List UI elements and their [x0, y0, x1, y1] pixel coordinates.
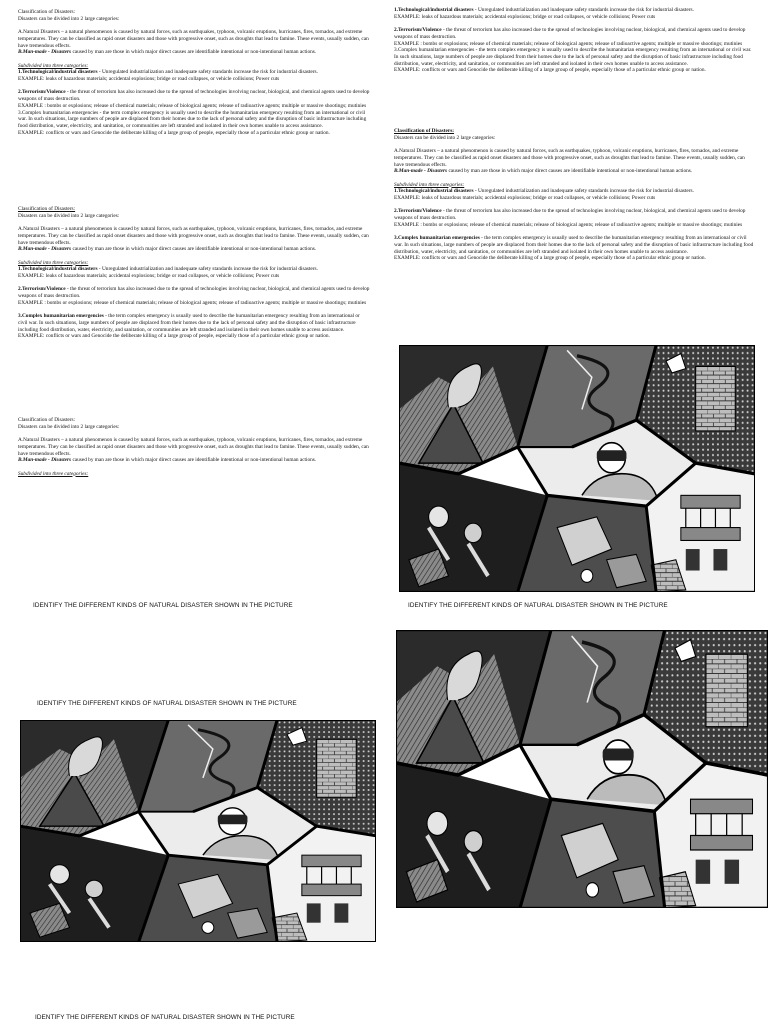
manmade-text: caused by man are those in which major direct causes are identifiable intentional or non-intentional human actions.	[447, 168, 693, 175]
disaster-comic-image-right-1	[399, 345, 755, 592]
block-heading: Classification of Disasters:	[394, 128, 455, 134]
subdivided-heading: Subdivided into three categories:	[394, 181, 465, 188]
natural-disasters-paragraph: A.Natural Disasters – a natural phenomenon is caused by natural forces, such as earthquakes, typhoon, volcanic eruptions, hurricanes, fires, tornados, and extreme temperatures. They can be classified as rapid onset disasters and those with progressive onset, such as droughts that lead to famine. These events, usually sudden, can have tremendous effects.	[18, 29, 369, 49]
complex-emergencies-example: EXAMPLE: conflicts or wars and Genocide the deliberate killing of a large group of people, especially those of a particular ethnic group or nation.	[394, 67, 706, 74]
complex-emergencies-example: EXAMPLE: conflicts or wars and Genocide the deliberate killing of a large group of people, especially those of a particular ethnic group or nation.	[18, 333, 330, 340]
terrorism-example: EXAMPLE : bombs or explosions; release of chemical materials; release of biological agents; release of radioactive agents; multiple or massive shootings; mutinies	[18, 102, 367, 109]
technological-label: 1.Technological/industrial disasters	[394, 7, 474, 13]
manmade-label: B.Man-made - Disasters	[18, 49, 72, 56]
caption-left-1: IDENTIFY THE DIFFERENT KINDS OF NATURAL DISASTER SHOWN IN THE PICTURE	[33, 602, 293, 609]
natural-disasters-paragraph: A.Natural Disasters – a natural phenomenon is caused by natural forces, such as earthquakes, typhoon, volcanic eruptions, hurricanes, fires, tornados, and extreme temperatures. They can be classified as rapid onset disasters and those with progressive onset, such as droughts that lead to famine. These events, usually sudden, can have tremendous effects.	[394, 148, 745, 168]
complex-emergencies-paragraph: 3.Complex humanitarian emergencies - the term complex emergency is usually used to describe the humanitarian emergency resulting from an international or civil war. In such situations, large numbers of people are displaced from their homes due to the lack of personal safety and the disruption of basic infrastructure including food distribution, water, electricity, and sanitation, or communities are left stranded and isolated in their own homes unable to access assistance.	[394, 47, 752, 67]
complex-emergencies-example: EXAMPLE: conflicts or wars and Genocide the deliberate killing of a large group of people, especially those of a particular ethnic group or nation.	[18, 129, 330, 136]
manmade-text: caused by man are those in which major direct causes are identifiable intentional or non-intentional human actions.	[71, 49, 317, 56]
terrorism-paragraph	[18, 286, 370, 299]
disaster-comic-image-left	[20, 720, 376, 942]
manmade-disasters-paragraph	[18, 246, 370, 253]
block-heading: Classification of Disasters:	[18, 417, 76, 423]
terrorism-text: - the threat of terrorism has also increased due to the spread of technologies involving nuclear, biological, and chemical agents used to develop weapons of mass destruction.	[394, 208, 746, 222]
complex-emergencies-label: 3.Complex humanitarian emergencies	[394, 235, 480, 242]
manmade-disasters-paragraph	[18, 49, 370, 56]
complex-emergencies-example: EXAMPLE: conflicts or wars and Genocide the deliberate killing of a large group of people, especially those of a particular ethnic group or nation.	[394, 255, 706, 262]
terrorism-text: - the threat of terrorism has also increased due to the spread of technologies involving nuclear, biological, and chemical agents used to develop weapons of mass destruction.	[394, 27, 746, 40]
complex-emergencies-paragraph: 3.Complex humanitarian emergencies - the term complex emergency is usually used to describe the humanitarian emergency resulting from an international or civil war. In such situations, large numbers of people are displaced from their homes due to the lack of personal safety and the disruption of basic infrastructure including food distribution, water, electricity, and sanitation, or communities are left stranded and isolated in their own homes unable to access assistance.	[18, 109, 367, 129]
terrorism-text: - the threat of terrorism has also increased due to the spread of technologies involving nuclear, biological, and chemical agents used to develop weapons of mass destruction.	[18, 89, 370, 103]
terrorism-example: EXAMPLE : bombs or explosions; release of chemical materials; release of biological agents; release of radioactive agents; multiple or massive shootings; mutinies	[394, 221, 743, 228]
text-block-left-a	[18, 9, 370, 136]
terrorism-label: 2.Terrorism/Violence	[18, 89, 66, 96]
technological-text: - Unregulated industrialization and inadequate safety standards increase the risk for industrial disasters.	[97, 266, 318, 273]
caption-left-3: IDENTIFY THE DIFFERENT KINDS OF NATURAL DISASTER SHOWN IN THE PICTURE	[35, 1014, 295, 1021]
manmade-text: caused by man are those in which major direct causes are identifiable intentional or non-intentional human actions.	[71, 457, 317, 464]
subdivided-heading: Subdivided into three categories:	[18, 62, 89, 69]
natural-disasters-paragraph: A.Natural Disasters – a natural phenomenon is caused by natural forces, such as earthquakes, typhoon, volcanic eruptions, hurricanes, fires, tornados, and extreme temperatures. They can be classified as rapid onset disasters and those with progressive onset, such as droughts that lead to famine. These events, usually sudden, can have tremendous effects.	[18, 226, 369, 246]
technological-example: EXAMPLE: leaks of hazardous materials; accidental explosions; bridge or road collapses, or vehicle collisions; Power cuts	[18, 76, 280, 82]
technological-example: EXAMPLE: leaks of hazardous materials; accidental explosions; bridge or road collapses, or vehicle collisions; Power cuts	[394, 13, 656, 20]
terrorism-example: EXAMPLE : bombs or explosions; release of chemical materials; release of biological agents; release of radioactive agents; multiple or massive shootings; mutinies	[394, 40, 743, 47]
complex-emergencies-paragraph	[394, 235, 754, 255]
block-intro: Disasters can be divided into 2 large categories:	[394, 134, 496, 141]
terrorism-text: - the threat of terrorism has also increased due to the spread of technologies involving nuclear, biological, and chemical agents used to develop weapons of mass destruction.	[18, 286, 370, 300]
technological-label: 1.Technological/industrial disasters	[18, 266, 98, 273]
caption-right-1: IDENTIFY THE DIFFERENT KINDS OF NATURAL DISASTER SHOWN IN THE PICTURE	[408, 602, 668, 609]
text-block-right-b	[394, 128, 754, 262]
text-block-left-b	[18, 206, 370, 340]
block-intro: Disasters can be divided into 2 large categories:	[18, 15, 120, 22]
technological-paragraph	[394, 7, 754, 14]
technological-label: 1.Technological/industrial disasters	[18, 69, 98, 76]
terrorism-paragraph	[394, 27, 754, 40]
terrorism-paragraph	[394, 208, 754, 221]
technological-example: EXAMPLE: leaks of hazardous materials; accidental explosions; bridge or road collapses, or vehicle collisions; Power cuts	[18, 273, 280, 279]
text-block-right-a	[394, 7, 754, 74]
manmade-label: B.Man-made - Disasters	[394, 168, 448, 175]
natural-disasters-paragraph: A.Natural Disasters – a natural phenomenon is caused by natural forces, such as earthquakes, typhoon, volcanic eruptions, hurricanes, fires, tornados, and extreme temperatures. They can be classified as rapid onset disasters and those with progressive onset, such as droughts that lead to famine. These events, usually sudden, can have tremendous effects.	[18, 437, 369, 457]
technological-text: - Unregulated industrialization and inadequate safety standards increase the risk for industrial disasters.	[97, 69, 318, 76]
technological-paragraph	[18, 266, 370, 273]
technological-text: - Unregulated industrialization and inadequate safety standards increase the risk for industrial disasters.	[473, 7, 694, 13]
manmade-text: caused by man are those in which major direct causes are identifiable intentional or non-intentional human actions.	[71, 246, 317, 253]
manmade-disasters-paragraph	[394, 168, 754, 175]
block-intro: Disasters can be divided into 2 large categories:	[18, 423, 120, 430]
subdivided-heading: Subdivided into three categories:	[18, 470, 89, 477]
text-block-left-c	[18, 417, 370, 477]
technological-paragraph	[394, 188, 754, 195]
complex-emergencies-text: - the term complex emergency is usually used to describe the humanitarian emergency resulting from an international or civil war. In such situations, large numbers of people are displaced from their homes due to the lack of personal safety and the disruption of basic infrastructure including food distribution, water, electricity, and sanitation, or communities are left stranded and isolated in their own homes unable to access assistance.	[18, 313, 360, 333]
complex-emergencies-label: 3.Complex humanitarian emergencies	[18, 313, 104, 320]
block-heading: Classification of Disasters:	[18, 206, 76, 212]
caption-left-2: IDENTIFY THE DIFFERENT KINDS OF NATURAL DISASTER SHOWN IN THE PICTURE	[37, 700, 297, 707]
manmade-label: B.Man-made - Disasters	[18, 246, 72, 253]
disaster-comic-image-right-2	[396, 630, 768, 908]
terrorism-example: EXAMPLE : bombs or explosions; release of chemical materials; release of biological agents; release of radioactive agents; multiple or massive shootings; mutinies	[18, 299, 367, 306]
technological-paragraph	[18, 69, 370, 76]
block-heading: Classification of Disasters:	[18, 9, 76, 15]
terrorism-label: 2.Terrorism/Violence	[394, 27, 442, 34]
manmade-disasters-paragraph	[18, 457, 370, 464]
complex-emergencies-paragraph	[18, 313, 370, 333]
terrorism-label: 2.Terrorism/Violence	[394, 208, 442, 215]
technological-label: 1.Technological/industrial disasters	[394, 188, 474, 195]
manmade-label: B.Man-made - Disasters	[18, 457, 72, 464]
block-intro: Disasters can be divided into 2 large categories:	[18, 212, 120, 219]
terrorism-paragraph	[18, 89, 370, 102]
subdivided-heading: Subdivided into three categories:	[18, 259, 89, 266]
complex-emergencies-text: - the term complex emergency is usually used to describe the humanitarian emergency resulting from an international or civil war. In such situations, large numbers of people are displaced from their homes due to the lack of personal safety and the disruption of basic infrastructure including food distribution, water, electricity, and sanitation, or communities are left stranded and isolated in their own homes unable to access assistance.	[394, 235, 754, 255]
terrorism-label: 2.Terrorism/Violence	[18, 286, 66, 293]
technological-text: - Unregulated industrialization and inadequate safety standards increase the risk for industrial disasters.	[473, 188, 694, 195]
technological-example: EXAMPLE: leaks of hazardous materials; accidental explosions; bridge or road collapses, or vehicle collisions; Power cuts	[394, 195, 656, 201]
